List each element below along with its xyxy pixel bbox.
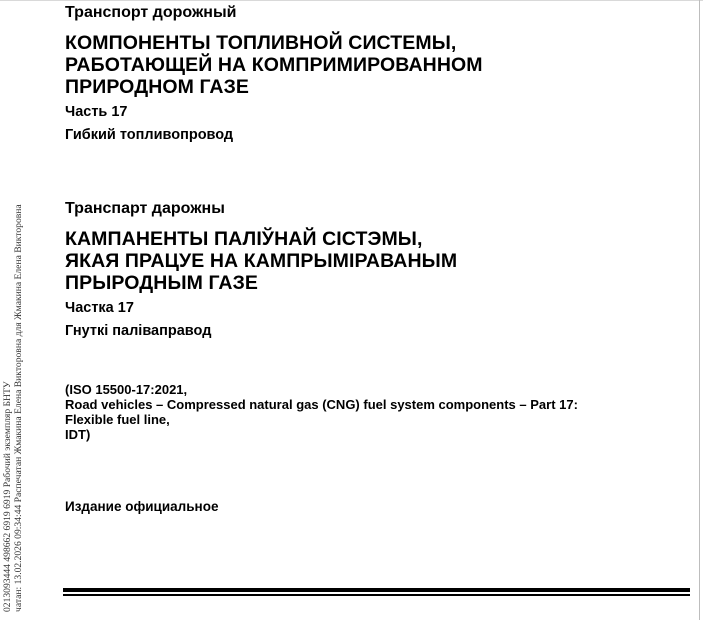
page-top-edge — [0, 0, 703, 1]
bottom-rule-thick — [63, 588, 690, 592]
by-part-number: Частка 17 — [65, 300, 134, 316]
page-right-edge — [699, 0, 700, 620]
stamp-line-2: чатан: 13.02.2026 09:34:44 Распечатан Жмакина Елена Викторовна для Жмакина Елена Викторовна — [13, 204, 24, 612]
edition-label: Издание официальное — [65, 499, 219, 514]
ru-subtitle: Транспорт дорожный — [65, 4, 237, 21]
ru-title-line-2: РАБОТАЮЩЕЙ НА КОМПРИМИРОВАННОМ — [65, 54, 483, 76]
vertical-print-stamp — [2, 52, 24, 612]
iso-line-1: (ISO 15500-17:2021, — [65, 382, 188, 397]
bottom-rule-thin — [63, 594, 690, 596]
iso-line-2: Road vehicles – Compressed natural gas (CNG) fuel system components – Part 17: — [65, 397, 578, 412]
ru-title-line-3: ПРИРОДНОМ ГАЗЕ — [65, 76, 250, 98]
ru-part-number: Часть 17 — [65, 104, 128, 120]
by-title-line-3: ПРЫРОДНЫМ ГАЗЕ — [65, 272, 259, 294]
ru-title-line-1: КОМПОНЕНТЫ ТОПЛИВНОЙ СИСТЕМЫ, — [65, 32, 457, 54]
by-title-line-2: ЯКАЯ ПРАЦУЕ НА КАМПРЫМІРАВАНЫМ — [65, 250, 458, 272]
by-part-name: Гнуткі паліваправод — [65, 323, 212, 339]
by-title-line-1: КАМПАНЕНТЫ ПАЛІЎНАЙ СІСТЭМЫ, — [65, 228, 423, 250]
stamp-line-1: 0213093444 498662 6919 6919 Рабочий экземпляр БНТУ — [2, 381, 13, 612]
by-subtitle: Транспарт дарожны — [65, 200, 225, 217]
ru-part-name: Гибкий топливопровод — [65, 127, 234, 143]
iso-line-3: Flexible fuel line, — [65, 412, 170, 427]
iso-line-4: IDT) — [65, 427, 91, 442]
